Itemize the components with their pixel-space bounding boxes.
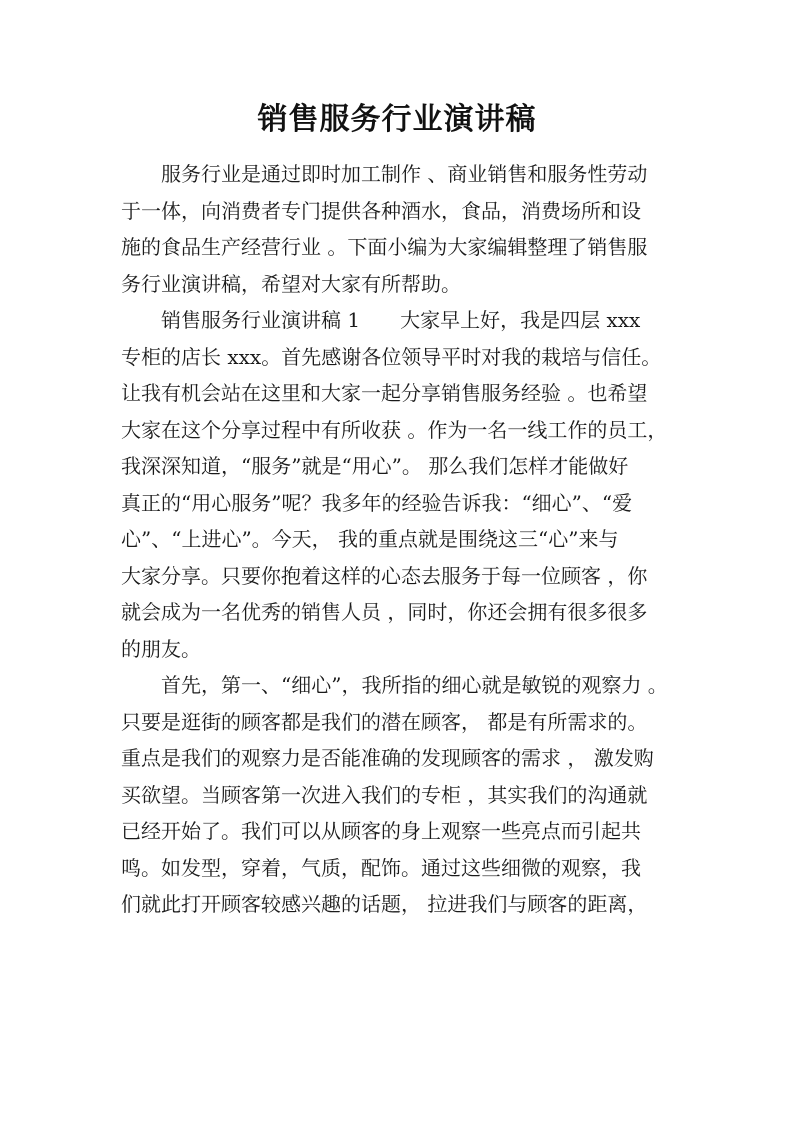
- text-line: 已经开始了。我们可以从顾客的身上观察一些亮点而引起共: [121, 819, 641, 843]
- text-line: 大家在这个分享过程中有所收获 。作为一名一线工作的员工，: [121, 417, 668, 442]
- text-line: 专柜的店长 xxx。首先感谢各位领导平时对我的栽培与信任。: [121, 344, 662, 369]
- text-line: 我深深知道，“服务”就是“用心”。 那么我们怎样才能做好: [121, 454, 629, 478]
- text-line: 买欲望。当顾客第一次进入我们的专柜 ，其实我们的沟通就: [121, 782, 648, 807]
- text-line: 只要是逛街的顾客都是我们的潜在顾客， 都是有所需求的。: [121, 709, 648, 734]
- document-body: [121, 156, 681, 923]
- text-line: 心”、“上进心”。今天， 我的重点就是围绕这三“心”来与: [121, 527, 619, 551]
- text-line: 真正的“用心服务”呢？我多年的经验告诉我：“细心”、“爱: [121, 490, 633, 515]
- text-line: 的朋友。: [121, 636, 201, 661]
- text-line: 施的食品生产经营行业 。下面小编为大家编辑整理了销售服: [121, 235, 648, 259]
- document-title: 销售服务行业演讲稿: [257, 102, 537, 137]
- text-line: 务行业演讲稿，希望对大家有所帮助。: [121, 271, 461, 296]
- text-line: 于一体，向消费者专门提供各种酒水，食品，消费场所和设: [121, 198, 641, 223]
- text-line: 服务行业是通过即时加工制作 、商业销售和服务性劳动: [161, 162, 648, 186]
- text-line: 重点是我们的观察力是否能准确的发现顾客的需求 ， 激发购: [121, 746, 654, 770]
- text-line: 就会成为一名优秀的销售人员 ，同时，你还会拥有很多很多: [121, 600, 648, 624]
- text-line: 销售服务行业演讲稿 1 大家早上好，我是四层 xxx: [161, 308, 641, 332]
- text-line: 让我有机会站在这里和大家一起分享销售服务经验 。也希望: [121, 381, 648, 405]
- text-line: 们就此打开顾客较感兴趣的话题， 拉进我们与顾客的距离，: [121, 892, 648, 916]
- text-line: 大家分享。只要你抱着这样的心态去服务于每一位顾客 ，你: [121, 563, 648, 588]
- text-line: 鸣。如发型，穿着，气质，配饰。通过这些细微的观察，我: [121, 855, 641, 880]
- text-line: 首先，第一、“细心”，我所指的细心就是敏锐的观察力 。: [161, 673, 668, 697]
